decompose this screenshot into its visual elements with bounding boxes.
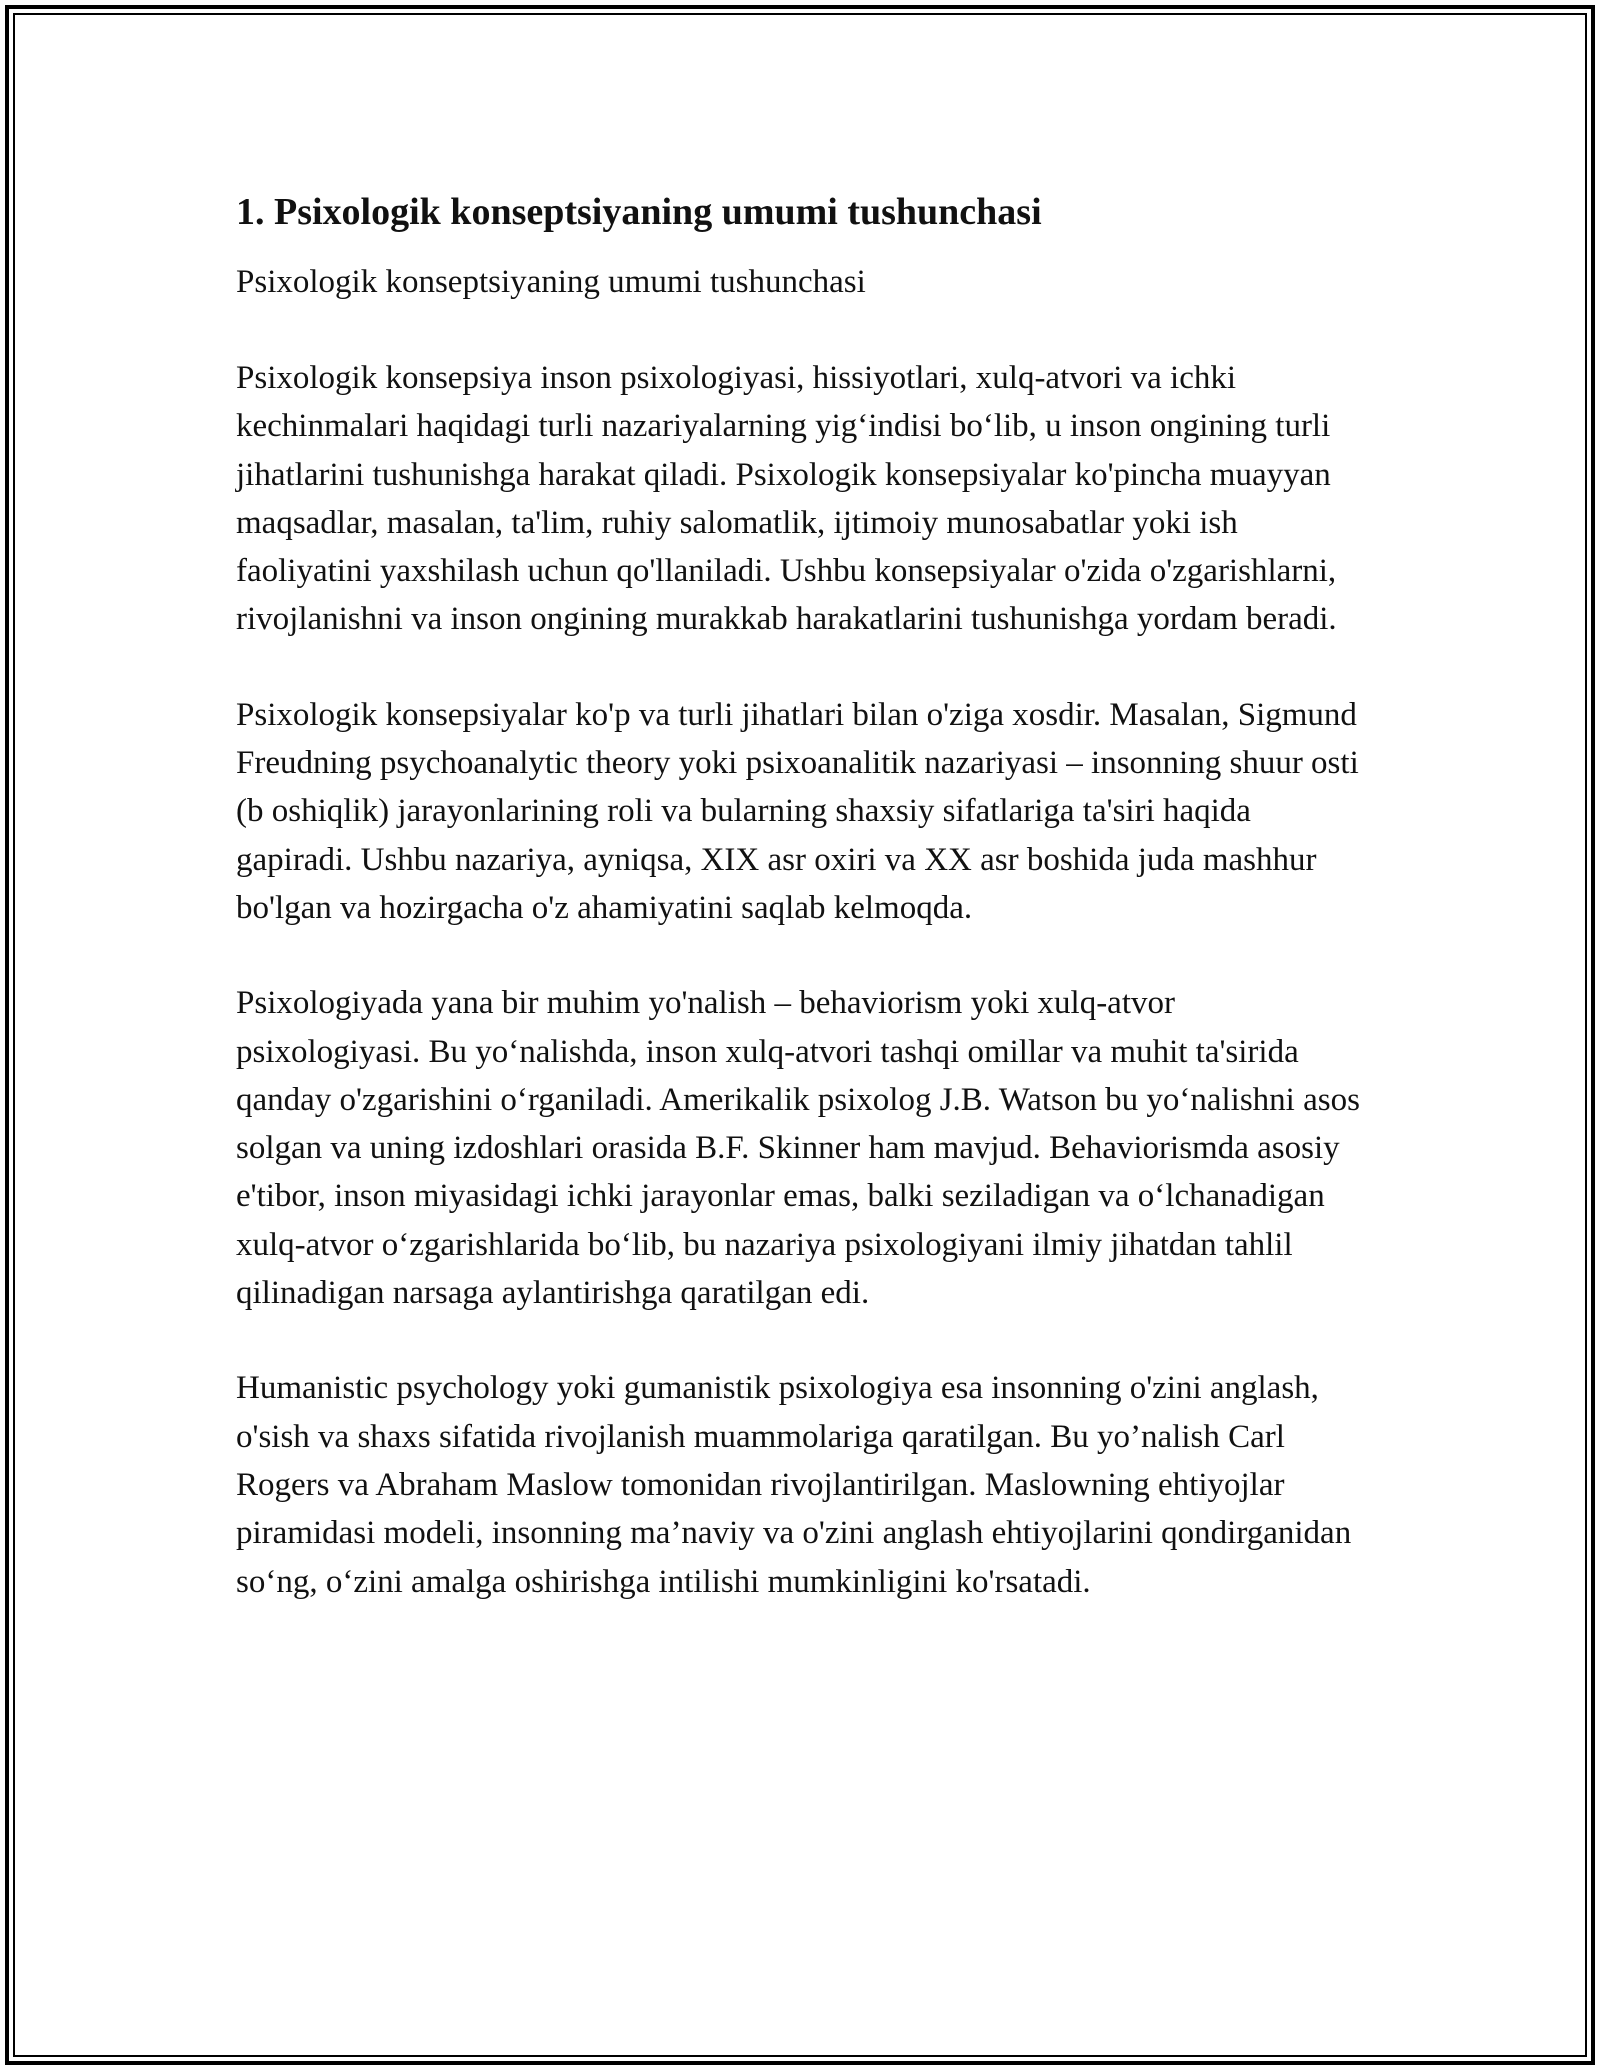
paragraph: Psixologik konsepsiyalar ko'p va turli jihatlari bilan o'ziga xosdir. Masalan, Sigmund Freudning psychoanalytic theory yoki psixoanalitik nazariyasi – insonning shuur osti (b oshiqlik) jarayonlarining roli va bularning shaxsiy sifatlariga ta'siri haqida gapiradi. Ushbu nazariya, ayniqsa, XIX asr oxiri va XX asr boshida juda mashhur bo'lgan va hozirgacha o'z ahamiyatini saqlab kelmoqda. xyxy=(236,696,1359,926)
paragraph: Psixologiyada yana bir muhim yo'nalish – behaviorism yoki xulq-atvor psixologiyasi. Bu yo‘nalishda, inson xulq-atvori tashqi omillar va muhit ta'sirida qanday o'zgarishini o‘rganiladi. Amerikalik psixolog J.B. Watson bu yo‘nalishni asos solgan va uning izdoshlari orasida B.F. Skinner ham mavjud. Behaviorismda asosiy e'tibor, inson miyasidagi ichki jarayonlar emas, balki seziladigan va o‘lchanadigan xulq-atvor o‘zgarishlarida bo‘lib, bu nazariya psixologiyani ilmiy jihatdan tahlil qilinadigan narsaga aylantirishga qaratilgan edi. xyxy=(236,985,1360,1312)
document-subtitle: Psixologik konseptsiyaning umumi tushunchasi xyxy=(236,264,866,300)
document-body xyxy=(236,186,1366,1653)
paragraph: Psixologik konsepsiya inson psixologiyasi, hissiyotlari, xulq-atvori va ichki kechinmalari haqidagi turli nazariyalarning yig‘indisi bo‘lib, u inson ongining turli jihatlarini tushunishga harakat qiladi. Psixologik konsepsiyalar ko'pincha muayyan maqsadlar, masalan, ta'lim, ruhiy salomatlik, ijtimoiy munosabatlar yoki ish faoliyatini yaxshilash uchun qo'llaniladi. Ushbu konsepsiyalar o'zida o'zgarishlarni, rivojlanishni va inson ongining murakkab harakatlarini tushunishga yordam beradi. xyxy=(236,360,1337,638)
paragraph: Humanistic psychology yoki gumanistik psixologiya esa insonning o'zini anglash, o'sish va shaxs sifatida rivojlanish muammolariga qaratilgan. Bu yo’nalish Carl Rogers va Abraham Maslow tomonidan rivojlantirilgan. Maslowning ehtiyojlar piramidasi modeli, insonning ma’naviy va o'zini anglash ehtiyojlarini qondirganidan so‘ng, o‘zini amalga oshirishga intilishi mumkinligini ko'rsatadi. xyxy=(236,1370,1352,1600)
document-title: 1. Psixologik konseptsiyaning umumi tushunchasi xyxy=(236,191,1042,233)
